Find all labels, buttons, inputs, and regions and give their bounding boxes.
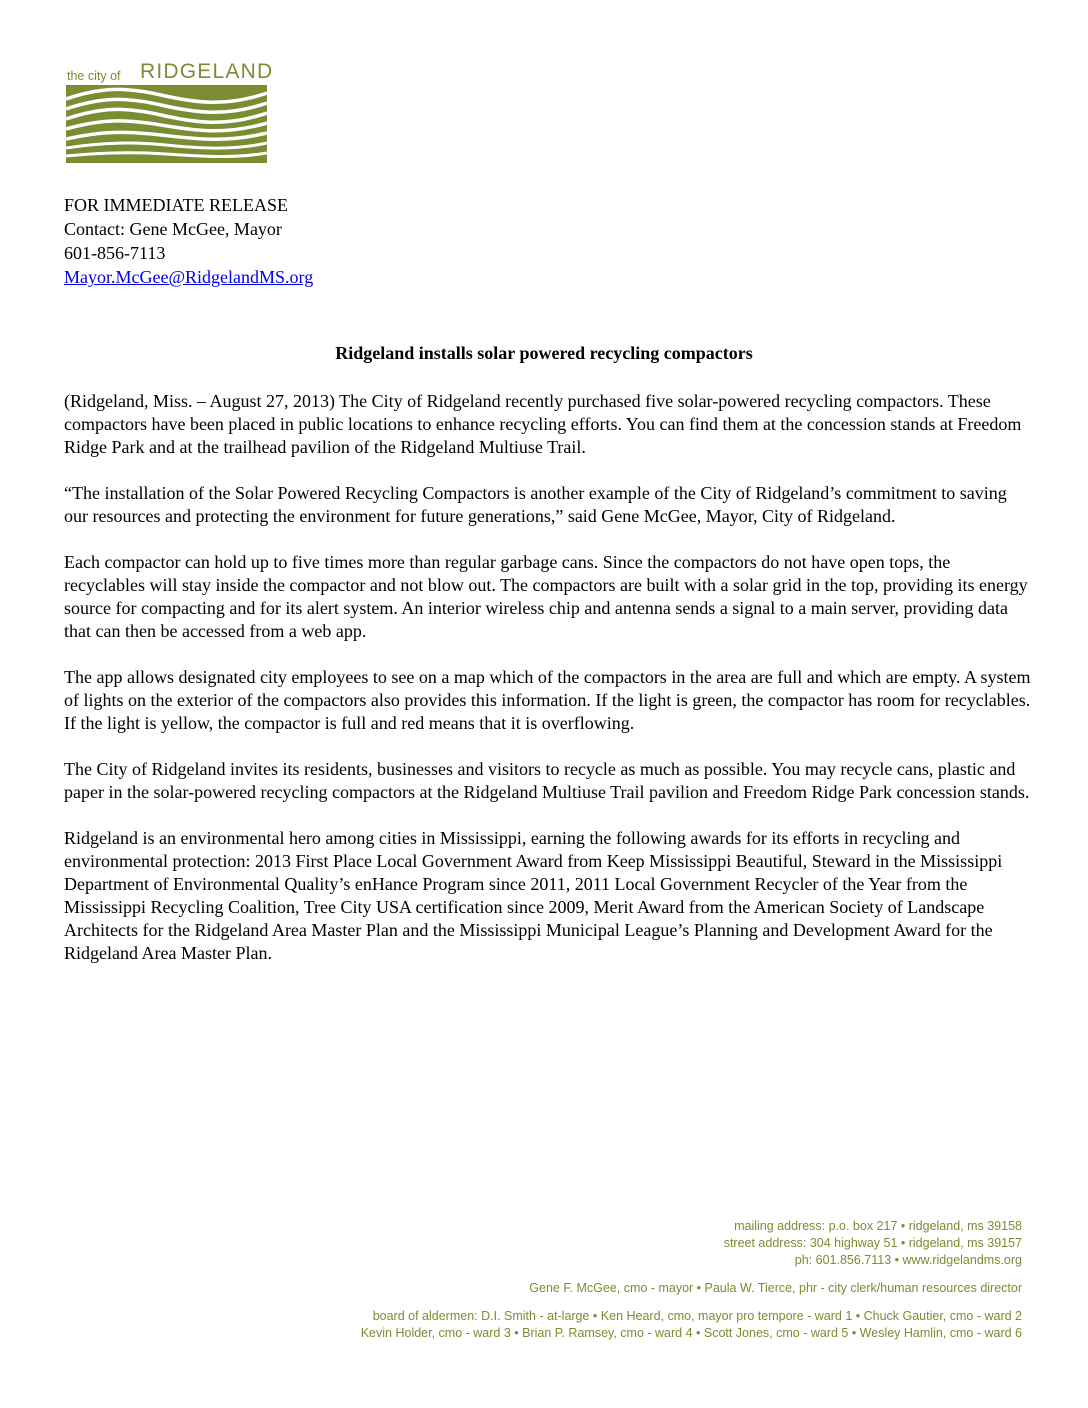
headline: Ridgeland installs solar powered recycling compactors (335, 343, 753, 363)
paragraph: The City of Ridgeland invites its residents, businesses and visitors to recycle as much as possible. You may recycle cans, plastic and paper in the solar-powered recycling compactors at the Ridgeland Multiuse Trail pavilion and Freedom Ridge Park concession stands. (64, 759, 1030, 802)
ridgeland-hills-logo-icon (66, 85, 267, 163)
logo-wordmark (64, 60, 274, 84)
logo-big-text: RIDGELAND (140, 60, 274, 83)
board-of-aldermen-line-2: Kevin Holder, cmo - ward 3 • Brian P. Ramsey, cmo - ward 4 • Scott Jones, cmo - ward 5 • Wesley Hamlin, cmo - ward 6 (360, 1326, 1022, 1340)
city-officials: Gene F. McGee, cmo - mayor • Paula W. Tierce, phr - city clerk/human resources director (529, 1281, 1022, 1295)
logo-small-text: the city of (67, 69, 121, 83)
mailing-address: mailing address: p.o. box 217 • ridgeland, ms 39158 (734, 1219, 1022, 1233)
release-label: FOR IMMEDIATE RELEASE (64, 195, 288, 215)
paragraph: Ridgeland is an environmental hero among cities in Mississippi, earning the following awards for its efforts in recycling and environmental protection: 2013 First Place Local Government Award from Keep Mississippi Beautiful, Steward in the Mississippi Department of Environmental Quality’s enHance Program since 2011, 2011 Local Government Recycler of the Year from the Mississippi Recycling Coalition, Tree City USA certification since 2009, Merit Award from the American Society of Landscape Architects for the Ridgeland Area Master Plan and the Mississippi Municipal League’s Planning and Development Award for the Ridgeland Area Master Plan. (64, 828, 1003, 963)
contact-line: Contact: Gene McGee, Mayor (64, 219, 282, 239)
city-logo (64, 60, 274, 162)
board-of-aldermen-line-1: board of aldermen: D.I. Smith - at-large • Ken Heard, cmo, mayor pro tempore - ward 1 • Chuck Gautier, cmo - ward 2 (372, 1309, 1022, 1323)
release-header (64, 193, 313, 289)
paragraph: “The installation of the Solar Powered Recycling Compactors is another example of the City of Ridgeland’s commitment to saving our resources and protecting the environment for future generations,” said Gene McGee, Mayor, City of Ridgeland. (64, 483, 1007, 526)
phone-website: ph: 601.856.7113 • www.ridgelandms.org (794, 1253, 1022, 1267)
street-address: street address: 304 highway 51 • ridgeland, ms 39157 (723, 1236, 1022, 1250)
contact-phone: 601-856-7113 (64, 243, 166, 263)
letterhead-footer (361, 1218, 1022, 1342)
article-body (64, 390, 1034, 988)
contact-email-link[interactable]: Mayor.McGee@RidgelandMS.org (64, 267, 314, 287)
paragraph: Each compactor can hold up to five times more than regular garbage cans. Since the compactors do not have open tops, the recyclables will stay inside the compactor and not blow out. The compactors are built with a solar grid in the top, providing its energy source for compacting and for its alert system. An interior wireless chip and antenna sends a signal to a main server, providing data that can then be accessed from a web app. (64, 552, 1028, 641)
paragraph: The app allows designated city employees to see on a map which of the compactors in the area are full and which are empty. A system of lights on the exterior of the compactors also provides this information. If the light is green, the compactor has room for recyclables. If the light is yellow, the compactor is full and red means that it is overflowing. (64, 667, 1031, 733)
paragraph: (Ridgeland, Miss. – August 27, 2013) The City of Ridgeland recently purchased five solar-powered recycling compactors. These compactors have been placed in public locations to enhance recycling efforts. You can find them at the concession stands at Freedom Ridge Park and at the trailhead pavilion of the Ridgeland Multiuse Trail. (64, 391, 1022, 457)
